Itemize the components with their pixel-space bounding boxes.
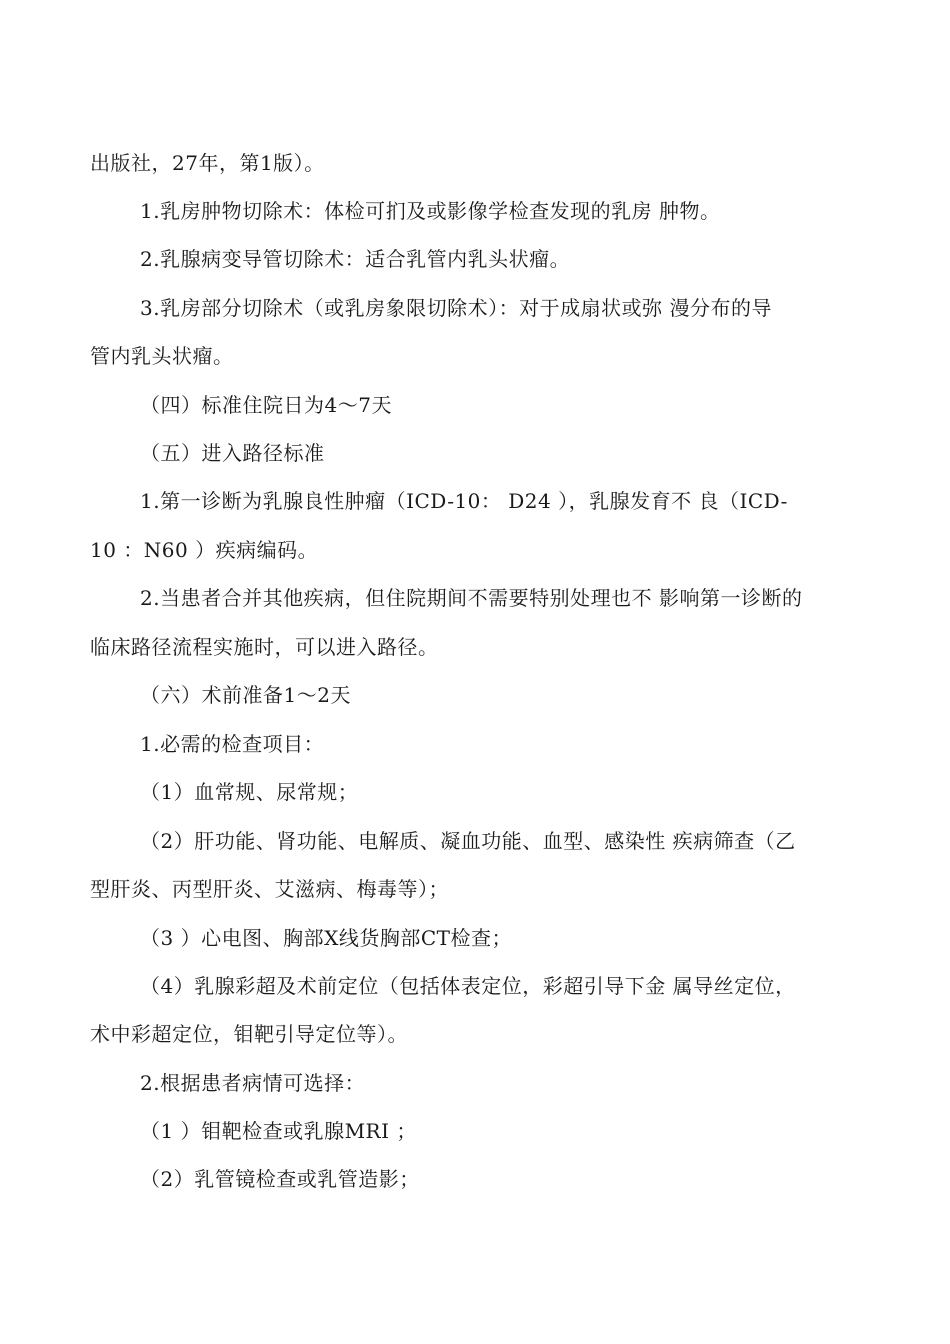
section-heading: （四）标准住院日为4〜7天 <box>140 393 392 417</box>
text-line: 2.根据患者病情可选择： <box>140 1071 366 1095</box>
text-line: 1.乳房肿物切除术：体检可扪及或影像学检查发现的乳房 肿物。 <box>140 199 721 223</box>
section-heading: （五）进入路径标准 <box>140 441 325 465</box>
text-line: 2.当患者合并其他疾病，但住院期间不需要特别处理也不 影响第一诊断的 <box>140 586 803 610</box>
section-heading: （六）术前准备1〜2天 <box>140 683 351 707</box>
text-line: （3 ）心电图、胸部X线货胸部CT检查； <box>140 926 512 950</box>
text-line: （1 ）钼靶检查或乳腺MRI ； <box>140 1119 417 1143</box>
text-line: （2）肝功能、肾功能、电解质、凝血功能、血型、感染性 疾病筛查（乙 <box>140 829 796 853</box>
text-line: 10 ：N60 ）疾病编码。 <box>90 538 319 562</box>
text-line: 临床路径流程实施时，可以进入路径。 <box>90 635 439 659</box>
text-line: （2）乳管镜检查或乳管造影； <box>140 1167 420 1191</box>
text-line: 1.第一诊断为乳腺良性肿瘤（ICD-10： D24 ），乳腺发育不 良（ICD- <box>140 489 788 513</box>
text-line: （4）乳腺彩超及术前定位（包括体表定位，彩超引导下金 属导丝定位， <box>140 974 796 998</box>
text-line: （1）血常规、尿常规； <box>140 780 359 804</box>
text-line: 1.必需的检查项目： <box>140 732 325 756</box>
text-line: 术中彩超定位，钼靶引导定位等）。 <box>90 1022 408 1046</box>
text-line: 出版社，27年，第1版）。 <box>90 151 325 175</box>
text-line: 型肝炎、丙型肝炎、艾滋病、梅毒等）； <box>90 877 449 901</box>
text-line: 3.乳房部分切除术（或乳房象限切除术）：对于成扇状或弥 漫分布的导 <box>140 296 772 320</box>
text-line: 管内乳头状瘤。 <box>90 344 234 368</box>
text-line: 2.乳腺病变导管切除术：适合乳管内乳头状瘤。 <box>140 247 571 271</box>
